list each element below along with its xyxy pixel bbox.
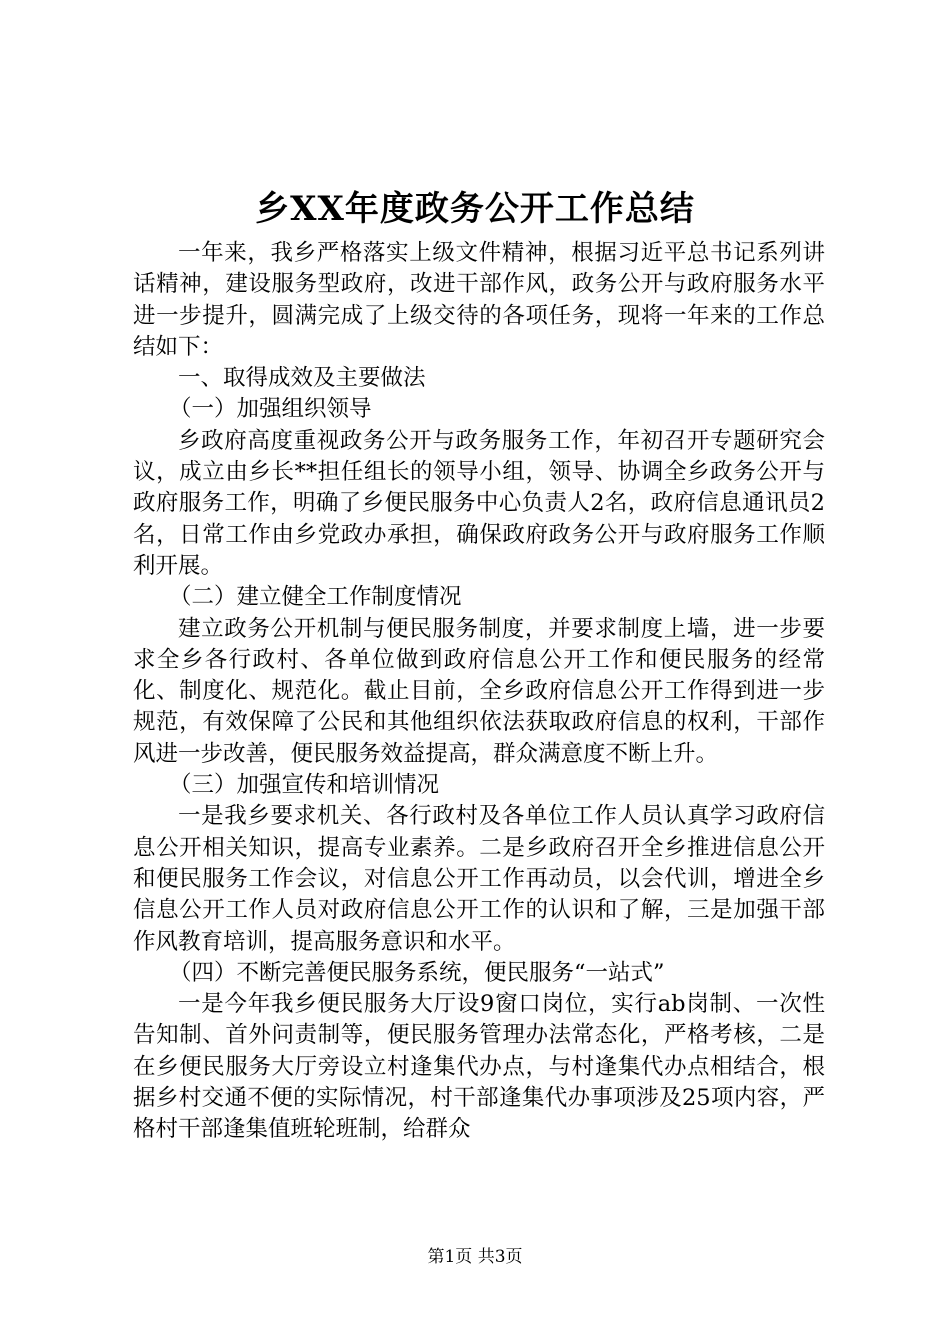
subsection-heading-4: （四）不断完善便民服务系统，便民服务“一站式” bbox=[169, 959, 665, 986]
subsection-heading-1: （一）加强组织领导 bbox=[169, 396, 372, 423]
paragraph-training: 一是我乡要求机关、各行政村及各单位工作人员认真学习政府信息公开相关知识，提高专业素养。二是乡政府召开全乡推进信息公开和便民服务工作会议，对信息公开工作再动员，以会代训，增进全乡信息公开工作人员对政府信息公开工作的认识和了解，三是加强干部作风教育培训，提高服务意识和水平。 bbox=[133, 803, 825, 955]
section-heading-1: 一、取得成效及主要做法 bbox=[178, 365, 426, 392]
page-footer: 第1页 共3页 bbox=[427, 1247, 523, 1267]
paragraph-intro: 一年来，我乡严格落实上级文件精神，根据习近平总书记系列讲话精神，建设服务型政府，改进干部作风，政务公开与政府服务水平进一步提升，圆满完成了上级交待的各项任务，现将一年来的工作总结如下： bbox=[133, 240, 825, 360]
paragraph-system: 建立政务公开机制与便民服务制度，并要求制度上墙，进一步要求全乡各行政村、各单位做到政府信息公开工作和便民服务的经常化、制度化、规范化。截止目前，全乡政府信息公开工作得到进一步规范，有效保障了公民和其他组织依法获取政府信息的权利，干部作风进一步改善，便民服务效益提高，群众满意度不断上升。 bbox=[133, 615, 825, 767]
subsection-heading-3: （三）加强宣传和培训情况 bbox=[169, 772, 440, 799]
document-body bbox=[133, 238, 825, 1146]
subsection-heading-2: （二）建立健全工作制度情况 bbox=[169, 584, 462, 611]
document-title: 乡XX年度政务公开工作总结 bbox=[255, 189, 695, 229]
paragraph-organization: 乡政府高度重视政务公开与政务服务工作，年初召开专题研究会议，成立由乡长**担任组长的领导小组，领导、协调全乡政务公开与政府服务工作，明确了乡便民服务中心负责人2名，政府信息通讯员2名，日常工作由乡党政办承担，确保政府政务公开与政府服务工作顺利开展。 bbox=[133, 427, 825, 579]
paragraph-service: 一是今年我乡便民服务大厅设9窗口岗位，实行ab岗制、一次性告知制、首外问责制等，便民服务管理办法常态化，严格考核，二是在乡便民服务大厅旁设立村逢集代办点，与村逢集代办点相结合，根据乡村交通不便的实际情况，村干部逢集代办事项涉及25项内容，严格村干部逢集值班轮班制，给群众 bbox=[133, 991, 825, 1143]
